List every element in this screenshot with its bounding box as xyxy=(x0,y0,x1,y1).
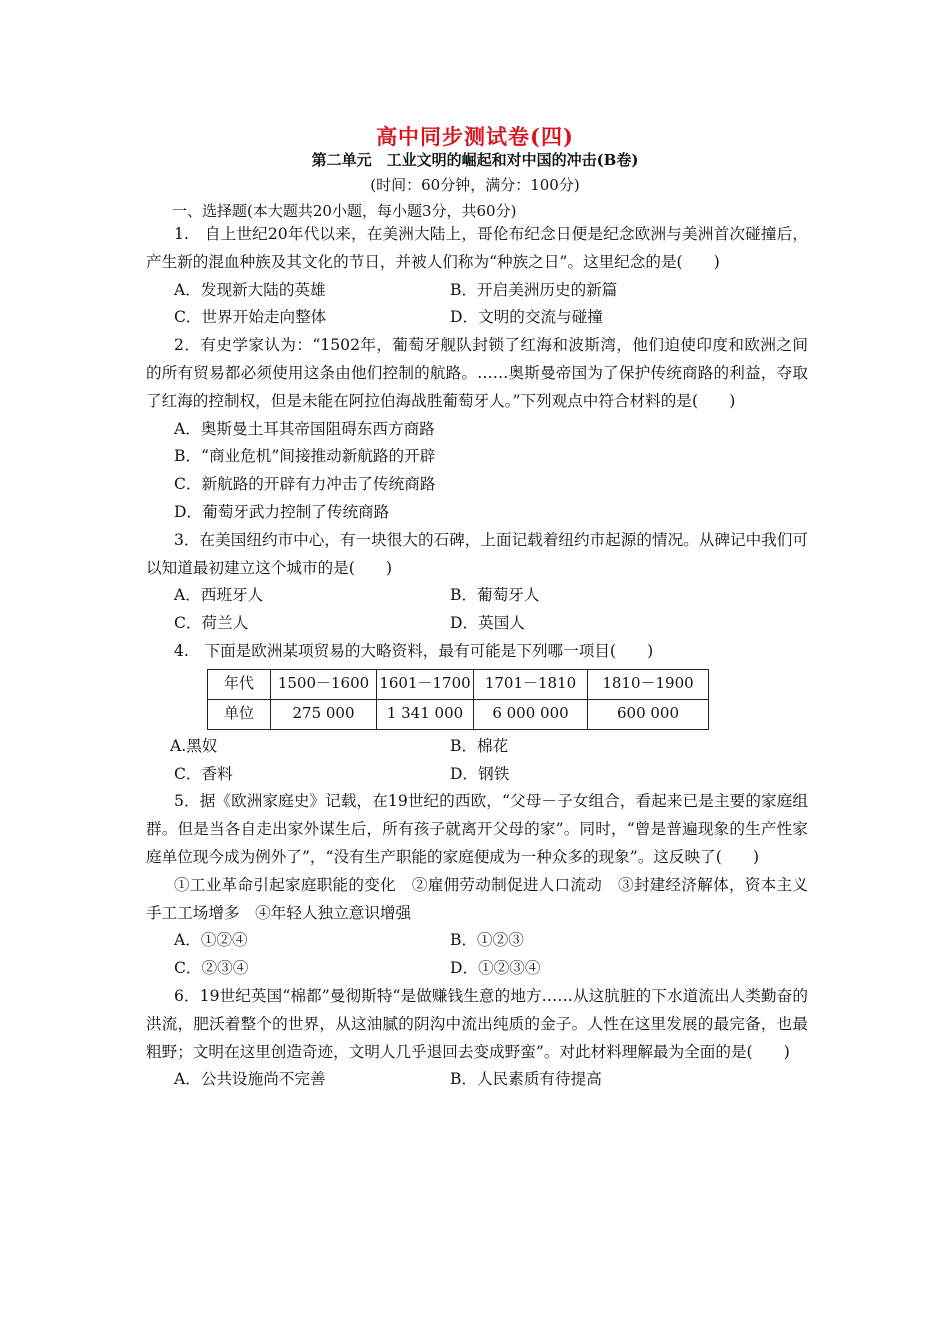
option-d: D．①②③④ xyxy=(450,959,541,978)
question-1-stem: 1. 自上世纪20年代以来，在美洲大陆上，哥伦布纪念日便是纪念欧洲与美洲首次碰撞后，产生新的混血种族及其文化的节日，并被人们称为“种族之日”。这里纪念的是( ) xyxy=(146,225,808,271)
option-c: C．②③④ xyxy=(174,959,249,978)
option-c: C．香料 xyxy=(174,764,233,783)
table-cell: 275 000 xyxy=(271,699,377,729)
questions-body xyxy=(146,221,808,1094)
option-b: B．①②③ xyxy=(450,931,524,950)
question-1-options-row1 xyxy=(146,277,808,305)
table-cell: 1601－1700 xyxy=(377,669,474,699)
table-row xyxy=(208,699,709,729)
option-a: A．发现新大陆的英雄 xyxy=(174,280,326,299)
question-6-stem: 6．19世纪英国“棉都”曼彻斯特“是做赚钱生意的地方……从这肮脏的下水道流出人类勤奋的洪流，肥沃着整个的世界，从这油腻的阴沟中流出纯质的金子。人性在这里发展的最完备，也最粗野；文明在这里创造奇迹，文明人几乎退回去变成野蛮”。对此材料理解最为全面的是( ) xyxy=(146,986,808,1061)
question-3-stem: 3．在美国纽约市中心，有一块很大的石碑，上面记载着纽约市起源的情况。从碑记中我们可以知道最初建立这个城市的是( ) xyxy=(146,530,808,577)
question-5-options-row2 xyxy=(146,955,808,983)
option-c: C．新航路的开辟有力冲击了传统商路 xyxy=(174,475,436,494)
table-cell: 6 000 000 xyxy=(474,699,588,729)
option-a: A．奥斯曼土耳其帝国阻碍东西方商路 xyxy=(174,419,435,438)
table-cell: 单位 xyxy=(208,699,271,729)
table-cell: 1810－1900 xyxy=(588,669,709,699)
table-cell: 年代 xyxy=(208,669,271,699)
table-cell: 600 000 xyxy=(588,699,709,729)
question-5-statements: ①工业革命引起家庭职能的变化 ②雇佣劳动制促进人口流动 ③封建经济解体，资本主义手工工场增多 ④年轻人独立意识增强 xyxy=(146,875,808,922)
table-cell: 1 341 000 xyxy=(377,699,474,729)
question-5-stem: 5．据《欧洲家庭史》记载，在19世纪的西欧，“父母－子女组合，看起来已是主要的家庭组群。但是当各自走出家外谋生后，所有孩子就离开父母的家”。同时，“曾是普遍现象的生产性家庭单位现今成为例外了”，“没有生产职能的家庭便成为一种众多的现象”。这反映了( ) xyxy=(146,792,808,866)
option-d: D．文明的交流与碰撞 xyxy=(450,308,603,327)
option-b: B．人民素质有待提高 xyxy=(450,1070,602,1089)
option-b: B．开启美洲历史的新篇 xyxy=(450,280,618,299)
trade-data-table xyxy=(207,669,709,730)
question-6-options-row1 xyxy=(146,1066,808,1094)
table-cell: 1701－1810 xyxy=(474,669,588,699)
option-a: A.黑奴 xyxy=(170,736,218,755)
question-4-options-row2 xyxy=(146,761,808,789)
table-row xyxy=(208,669,709,699)
option-b: B．棉花 xyxy=(450,736,509,755)
question-4-options-row1 xyxy=(146,733,808,761)
unit-subtitle: 第二单元 工业文明的崛起和对中国的冲击(B卷) xyxy=(311,151,639,169)
section-heading: 一、选择题(本大题共20小题，每小题3分，共60分) xyxy=(172,202,517,220)
option-c: C．荷兰人 xyxy=(174,614,249,633)
question-3-options-row2 xyxy=(146,610,808,638)
option-b: B．“商业危机”间接推动新航路的开辟 xyxy=(174,447,436,466)
exam-title: 高中同步测试卷(四) xyxy=(376,124,574,149)
option-a: A．公共设施尚不完善 xyxy=(174,1070,326,1089)
option-c: C．世界开始走向整体 xyxy=(174,308,327,327)
option-d: D．英国人 xyxy=(450,614,525,633)
question-4-stem: 4. 下面是欧洲某项贸易的大略资料，最有可能是下列哪一项目( ) xyxy=(174,641,654,660)
time-info: (时间：60分钟，满分：100分) xyxy=(370,176,580,194)
option-d: D．钢铁 xyxy=(450,764,510,783)
question-3-options-row1 xyxy=(146,582,808,610)
question-2-stem: 2．有史学家认为：“1502年，葡萄牙舰队封锁了红海和波斯湾，他们迫使印度和欧洲之间的所有贸易都必须使用这条由他们控制的航路。……奥斯曼帝国为了保护传统商路的利益，夺取了红海的控制权，但是未能在阿拉伯海战胜葡萄牙人。”下列观点中符合材料的是( ) xyxy=(146,336,808,410)
option-a: A．西班牙人 xyxy=(174,586,264,605)
option-a: A．①②④ xyxy=(174,931,248,950)
question-5-options-row1 xyxy=(146,927,808,955)
option-d: D．葡萄牙武力控制了传统商路 xyxy=(174,502,390,521)
table-cell: 1500－1600 xyxy=(271,669,377,699)
option-b: B．葡萄牙人 xyxy=(450,586,540,605)
question-1-options-row2 xyxy=(146,304,808,332)
